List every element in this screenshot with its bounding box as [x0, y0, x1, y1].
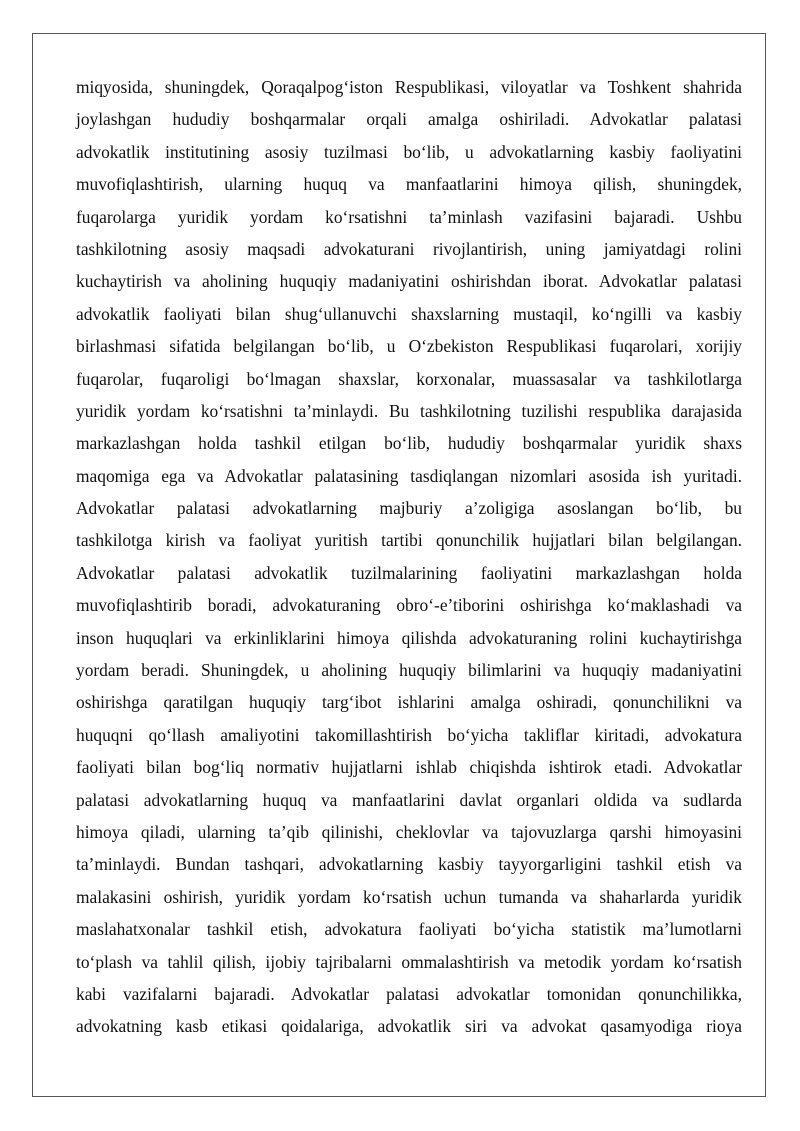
text-line: miqyosida, shuningdek, Qoraqalpog‘iston Respublikasi, viloyatlar va Toshkent shahrida [76, 77, 742, 97]
text-line: muvofiqlashtirib boradi, advokaturaning obro‘-e’tiborini oshirishga ko‘maklashadi va [76, 595, 742, 616]
text-line: ta’minlaydi. Bundan tashqari, advokatlarning kasbiy tayyorgarligini tashkil etish va [76, 854, 742, 875]
text-line: himoya qiladi, ularning ta’qib qilinishi, cheklovlar va tajovuzlarga qarshi himoyasini [76, 821, 742, 842]
text-line: faoliyati bilan bog‘liq normativ hujjatlarni ishlab chiqishda ishtirok etadi. Advokatlar [76, 757, 742, 778]
text-line: fuqarolar, fuqaroligi bo‘lmagan shaxslar, korxonalar, muassasalar va tashkilotlarga [76, 368, 742, 389]
text-line: oshirishga qaratilgan huquqiy targ‘ibot ishlarini amalga oshiradi, qonunchilikni va [76, 692, 742, 713]
text-line: palatasi advokatlarning huquq va manfaatlarini davlat organlari oldida va sudlarda [76, 789, 742, 810]
text-line: tashkilotga kirish va faoliyat yuritish tartibi qonunchilik hujjatlari bilan belgilangan. [76, 530, 742, 551]
text-line: advokatning kasb etikasi qoidalariga, advokatlik siri va advokat qasamyodiga rioya [76, 1016, 742, 1037]
text-line: muvofiqlashtirish, ularning huquq va manfaatlarini himoya qilish, shuningdek, [76, 174, 742, 195]
text-line: markazlashgan holda tashkil etilgan bo‘lib, hududiy boshqarmalar yuridik shaxs [76, 433, 742, 454]
text-line: maqomiga ega va Advokatlar palatasining tasdiqlangan nizomlari asosida ish yuritadi. [76, 465, 742, 486]
body-paragraph [76, 71, 742, 1043]
text-line: advokatlik faoliyati bilan shug‘ullanuvchi shaxslarning mustaqil, ko‘ngilli va kasbiy [76, 303, 742, 324]
text-line: malakasini oshirish, yuridik yordam ko‘rsatish uchun tumanda va shaharlarda yuridik [76, 886, 742, 907]
text-line: Advokatlar palatasi advokatlarning majburiy a’zoligiga asoslangan bo‘lib, bu [76, 498, 742, 519]
text-line: birlashmasi sifatida belgilangan bo‘lib, u O‘zbekiston Respublikasi fuqarolari, xorijiy [76, 336, 742, 357]
text-line: advokatlik institutining asosiy tuzilmasi bo‘lib, u advokatlarning kasbiy faoliyatini [76, 141, 742, 162]
text-line: yordam beradi. Shuningdek, u aholining huquqiy bilimlarini va huquqiy madaniyatini [76, 660, 742, 681]
text-line: to‘plash va tahlil qilish, ijobiy tajribalarni ommalashtirish va metodik yordam ko‘rsatish [76, 951, 742, 972]
text-line: huquqni qo‘llash amaliyotini takomillashtirish bo‘yicha takliflar kiritadi, advokatura [76, 724, 742, 745]
text-line: tashkilotning asosiy maqsadi advokaturani rivojlantirish, uning jamiyatdagi rolini [76, 238, 742, 259]
text-line: kabi vazifalarni bajaradi. Advokatlar palatasi advokatlar tomonidan qonunchilikka, [76, 983, 742, 1004]
text-line: yuridik yordam ko‘rsatishni ta’minlaydi. Bu tashkilotning tuzilishi respublika darajasida [76, 400, 742, 421]
text-line: joylashgan hududiy boshqarmalar orqali amalga oshiriladi. Advokatlar palatasi [76, 109, 742, 130]
text-line: inson huquqlari va erkinliklarini himoya qilishda advokaturaning rolini kuchaytirishga [76, 627, 742, 648]
text-line: Advokatlar palatasi advokatlik tuzilmalarining faoliyatini markazlashgan holda [76, 562, 742, 583]
text-line: kuchaytirish va aholining huquqiy madaniyatini oshirishdan iborat. Advokatlar palatasi [76, 271, 742, 292]
text-line: fuqarolarga yuridik yordam ko‘rsatishni ta’minlash vazifasini bajaradi. Ushbu [76, 206, 742, 227]
text-line: maslahatxonalar tashkil etish, advokatura faoliyati bo‘yicha statistik ma’lumotlarni [76, 919, 742, 940]
